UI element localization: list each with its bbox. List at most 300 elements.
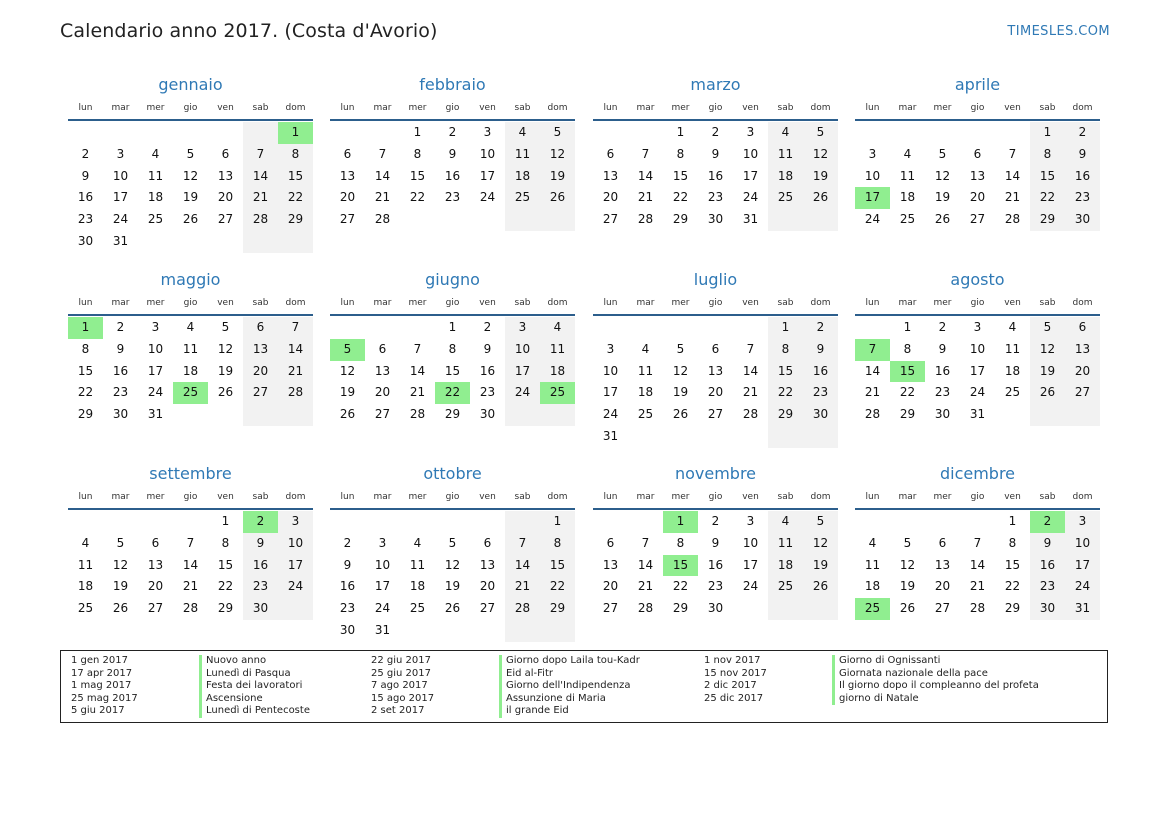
day-cell: 2 — [81, 146, 90, 161]
day-cell: 21 — [637, 190, 654, 205]
day-cell: 8 — [676, 535, 685, 550]
day-cell: 13 — [1065, 339, 1100, 361]
day-cell: 2 — [711, 125, 720, 139]
day-cell: 15 — [1004, 557, 1021, 572]
day-cell: 22 — [278, 187, 313, 209]
day-cell: 15 — [1030, 166, 1065, 188]
weekday-label: dom — [547, 103, 568, 113]
legend-names-col-1 — [199, 655, 310, 718]
day-cell: 12 — [182, 168, 199, 183]
day-cell: 10 — [278, 533, 313, 555]
day-cell: 4 — [1008, 320, 1017, 334]
weekend-blank — [243, 122, 278, 144]
day-cell: 11 — [768, 144, 803, 166]
day-cell: 19 — [540, 166, 575, 188]
weekday-label: mer — [671, 298, 690, 308]
day-cell: 10 — [742, 535, 759, 550]
day-cell: 22 — [1004, 579, 1021, 594]
day-cell: 14 — [505, 555, 540, 577]
day-cell: 14 — [742, 363, 759, 378]
day-cell: 9 — [803, 339, 838, 361]
weekday-label: mar — [898, 492, 917, 502]
day-cell: 19 — [339, 385, 356, 400]
day-cell: 17 — [479, 168, 496, 183]
day-cell: 9 — [243, 533, 278, 555]
legend-holiday-name: Assunzione di Maria — [506, 692, 606, 704]
day-cell: 4 — [505, 122, 540, 144]
day-cell: 6 — [606, 146, 615, 161]
day-cell: 21 — [1004, 190, 1021, 205]
day-cell: 8 — [676, 146, 685, 161]
weekday-label: mar — [636, 492, 655, 502]
day-cell: 21 — [243, 187, 278, 209]
day-cell: 6 — [711, 341, 720, 356]
day-cell: 6 — [938, 535, 947, 550]
day-cell: 28 — [243, 209, 278, 231]
day-cell: 26 — [803, 576, 838, 598]
day-cell: 23 — [1065, 187, 1100, 209]
day-cell: 15 — [672, 168, 689, 183]
day-cell: 28 — [409, 407, 426, 422]
day-cell: 7 — [278, 317, 313, 339]
weekday-label: mer — [671, 492, 690, 502]
month-name: ottobre — [423, 464, 482, 483]
day-cell: 16 — [479, 363, 496, 378]
day-cell: 12 — [934, 168, 951, 183]
day-cell: 22 — [672, 579, 689, 594]
day-cell: 16 — [444, 168, 461, 183]
day-cell: 18 — [147, 190, 164, 205]
legend-date: 1 gen 2017 — [71, 655, 129, 666]
weekday-header — [855, 492, 1100, 504]
holiday-day-cell: 2 — [243, 511, 278, 533]
day-cell: 26 — [672, 407, 689, 422]
day-cell: 17 — [742, 168, 759, 183]
day-cell: 19 — [182, 190, 199, 205]
day-cell: 30 — [77, 234, 94, 248]
day-cell: 30 — [1065, 209, 1100, 231]
day-cell: 11 — [147, 168, 164, 183]
day-cell: 13 — [479, 557, 496, 572]
day-cell: 21 — [969, 579, 986, 594]
day-cell: 7 — [973, 535, 982, 550]
day-cell: 3 — [1065, 511, 1100, 533]
weekday-label: sab — [514, 492, 531, 502]
day-cell: 18 — [768, 555, 803, 577]
day-cell: 12 — [112, 557, 129, 572]
day-cell: 23 — [707, 190, 724, 205]
day-cell: 11 — [182, 341, 199, 356]
day-cell: 13 — [243, 339, 278, 361]
day-cell: 27 — [243, 382, 278, 404]
day-cell: 21 — [742, 385, 759, 400]
day-cell: 2 — [803, 317, 838, 339]
legend-holiday-name: Eid al-Fitr — [506, 667, 553, 679]
day-cell: 29 — [278, 209, 313, 231]
weekday-label: dom — [1072, 103, 1093, 113]
day-cell: 15 — [77, 363, 94, 378]
day-cell: 8 — [278, 144, 313, 166]
weekday-header — [330, 298, 575, 310]
day-cell: 13 — [969, 168, 986, 183]
day-cell: 22 — [217, 579, 234, 594]
day-cell: 24 — [1065, 576, 1100, 598]
day-cell: 5 — [540, 122, 575, 144]
weekday-label: mer — [408, 492, 427, 502]
weekday-label: mar — [111, 492, 130, 502]
day-cell: 14 — [243, 166, 278, 188]
weekday-label: mer — [408, 298, 427, 308]
weekday-label: dom — [285, 298, 306, 308]
day-cell: 3 — [746, 514, 755, 528]
day-cell: 15 — [768, 361, 803, 383]
weekday-label: sab — [252, 298, 269, 308]
weekday-label: lun — [78, 298, 93, 308]
day-cell: 18 — [77, 579, 94, 594]
weekday-label: mar — [373, 103, 392, 113]
holiday-day-cell: 22 — [435, 382, 470, 404]
legend-dates-col-2 — [371, 655, 434, 718]
weekday-label: sab — [1039, 492, 1056, 502]
day-cell: 4 — [903, 146, 912, 161]
day-cell: 24 — [969, 385, 986, 400]
day-cell: 5 — [116, 535, 125, 550]
day-cell: 16 — [707, 168, 724, 183]
day-cell: 25 — [505, 187, 540, 209]
holiday-day-cell: 1 — [278, 122, 313, 144]
day-cell: 30 — [479, 407, 496, 422]
day-cell: 20 — [602, 190, 619, 205]
weekday-label: mer — [146, 492, 165, 502]
day-cell: 7 — [378, 146, 387, 161]
day-cell: 25 — [768, 187, 803, 209]
legend-date: 1 mag 2017 — [71, 680, 132, 692]
day-cell: 9 — [1030, 533, 1065, 555]
day-cell: 10 — [479, 146, 496, 161]
weekend-blank — [505, 620, 540, 642]
weekday-label: sab — [777, 298, 794, 308]
day-cell: 23 — [444, 190, 461, 205]
weekday-label: gio — [445, 492, 460, 502]
holiday-day-cell: 7 — [855, 339, 890, 361]
weekday-header — [593, 103, 838, 115]
day-cell: 14 — [1004, 168, 1021, 183]
legend-date: 2 dic 2017 — [704, 680, 757, 692]
day-cell: 29 — [77, 407, 94, 422]
day-cell: 30 — [803, 404, 838, 426]
day-cell: 14 — [409, 363, 426, 378]
month-name: settembre — [149, 464, 232, 483]
holiday-day-cell: 15 — [663, 555, 698, 577]
day-cell: 10 — [864, 168, 881, 183]
day-cell: 18 — [182, 363, 199, 378]
weekday-label: ven — [217, 298, 234, 308]
day-cell: 19 — [672, 385, 689, 400]
day-cell: 11 — [409, 557, 426, 572]
month-divider — [330, 508, 575, 510]
day-cell: 29 — [672, 601, 689, 616]
weekday-label: dom — [810, 103, 831, 113]
day-cell: 28 — [1004, 212, 1021, 227]
month-divider — [855, 508, 1100, 510]
weekday-label: dom — [285, 492, 306, 502]
weekend-blank — [803, 426, 838, 448]
day-cell: 28 — [637, 601, 654, 616]
weekday-label: sab — [252, 103, 269, 113]
weekend-blank — [278, 598, 313, 620]
weekday-label: ven — [479, 103, 496, 113]
weekday-label: dom — [1072, 298, 1093, 308]
day-cell: 29 — [768, 404, 803, 426]
day-cell: 12 — [217, 341, 234, 356]
day-cell: 4 — [81, 535, 90, 550]
day-cell: 22 — [77, 385, 94, 400]
weekday-label: mar — [373, 298, 392, 308]
day-cell: 15 — [217, 557, 234, 572]
day-cell: 20 — [969, 190, 986, 205]
holiday-day-cell: 25 — [540, 382, 575, 404]
day-cell: 17 — [969, 363, 986, 378]
day-cell: 6 — [378, 341, 387, 356]
day-cell: 11 — [899, 168, 916, 183]
day-cell: 13 — [147, 557, 164, 572]
day-cell: 30 — [339, 623, 356, 637]
day-cell: 24 — [742, 190, 759, 205]
day-cell: 16 — [112, 363, 129, 378]
day-cell: 17 — [602, 385, 619, 400]
day-cell: 11 — [540, 339, 575, 361]
day-cell: 3 — [378, 535, 387, 550]
day-cell: 24 — [374, 601, 391, 616]
day-cell: 18 — [637, 385, 654, 400]
day-cell: 5 — [938, 146, 947, 161]
day-cell: 6 — [243, 317, 278, 339]
legend-dates-col-1 — [71, 655, 138, 718]
weekend-blank — [243, 404, 278, 426]
day-cell: 25 — [409, 601, 426, 616]
day-cell: 3 — [606, 341, 615, 356]
day-cell: 28 — [637, 212, 654, 227]
day-cell: 9 — [711, 535, 720, 550]
weekday-label: lun — [603, 103, 618, 113]
month-name: febbraio — [419, 75, 486, 94]
month-divider — [855, 119, 1100, 121]
day-cell: 24 — [742, 579, 759, 594]
weekday-header — [68, 298, 313, 310]
weekend-blank — [1065, 404, 1100, 426]
day-cell: 26 — [934, 212, 951, 227]
weekday-label: mar — [636, 103, 655, 113]
legend-holiday-name: Giornata nazionale della pace — [839, 667, 988, 679]
day-cell: 19 — [934, 190, 951, 205]
weekday-label: dom — [810, 492, 831, 502]
day-cell: 16 — [707, 557, 724, 572]
month-divider — [68, 314, 313, 316]
weekend-blank — [540, 404, 575, 426]
day-cell: 16 — [243, 555, 278, 577]
legend-date: 22 giu 2017 — [371, 655, 431, 666]
day-cell: 22 — [768, 382, 803, 404]
holiday-day-cell: 25 — [173, 382, 208, 404]
weekday-label: sab — [514, 103, 531, 113]
day-cell: 12 — [444, 557, 461, 572]
day-cell: 19 — [803, 166, 838, 188]
day-cell: 4 — [413, 535, 422, 550]
day-cell: 11 — [768, 533, 803, 555]
day-cell: 26 — [899, 601, 916, 616]
day-cell: 21 — [182, 579, 199, 594]
legend-date: 15 ago 2017 — [371, 692, 435, 704]
day-cell: 29 — [1030, 209, 1065, 231]
day-cell: 9 — [81, 168, 90, 183]
weekday-label: lun — [340, 103, 355, 113]
day-cell: 13 — [602, 557, 619, 572]
day-cell: 12 — [1030, 339, 1065, 361]
day-cell: 13 — [217, 168, 234, 183]
day-cell: 4 — [540, 317, 575, 339]
weekday-label: mer — [933, 103, 952, 113]
weekday-label: dom — [547, 492, 568, 502]
day-cell: 5 — [903, 535, 912, 550]
day-cell: 12 — [803, 144, 838, 166]
weekday-label: gio — [970, 103, 985, 113]
weekday-label: mar — [111, 298, 130, 308]
day-cell: 23 — [1030, 576, 1065, 598]
day-cell: 13 — [339, 168, 356, 183]
day-cell: 15 — [540, 555, 575, 577]
day-cell: 7 — [413, 341, 422, 356]
day-cell: 6 — [973, 146, 982, 161]
weekday-label: lun — [865, 103, 880, 113]
day-cell: 29 — [540, 598, 575, 620]
day-cell: 29 — [899, 407, 916, 422]
day-cell: 12 — [672, 363, 689, 378]
day-cell: 3 — [483, 125, 492, 139]
day-cell: 27 — [602, 212, 619, 227]
weekday-label: lun — [603, 298, 618, 308]
day-cell: 20 — [479, 579, 496, 594]
weekday-label: ven — [479, 298, 496, 308]
day-cell: 19 — [444, 579, 461, 594]
day-cell: 24 — [112, 212, 129, 227]
legend-holiday-name: il grande Eid — [506, 705, 569, 717]
day-cell: 11 — [77, 557, 94, 572]
weekday-label: dom — [285, 103, 306, 113]
day-cell: 3 — [746, 125, 755, 139]
legend-date: 15 nov 2017 — [704, 667, 767, 679]
day-cell: 7 — [186, 535, 195, 550]
weekend-blank — [768, 209, 803, 231]
day-cell: 26 — [112, 601, 129, 616]
day-cell: 3 — [278, 511, 313, 533]
month-divider — [593, 314, 838, 316]
weekend-blank — [540, 620, 575, 642]
day-cell: 28 — [969, 601, 986, 616]
day-cell: 2 — [483, 320, 492, 334]
day-cell: 21 — [637, 579, 654, 594]
day-cell: 13 — [934, 557, 951, 572]
day-cell: 8 — [413, 146, 422, 161]
day-cell: 15 — [409, 168, 426, 183]
day-cell: 31 — [602, 429, 619, 443]
day-cell: 5 — [186, 146, 195, 161]
day-cell: 26 — [339, 407, 356, 422]
month-name: maggio — [160, 270, 221, 289]
month-divider — [330, 314, 575, 316]
month-name: dicembre — [939, 464, 1016, 483]
holiday-day-cell: 5 — [330, 339, 365, 361]
day-cell: 3 — [505, 317, 540, 339]
day-cell: 31 — [969, 407, 986, 422]
day-cell: 13 — [707, 363, 724, 378]
day-cell: 2 — [1065, 122, 1100, 144]
day-cell: 23 — [112, 385, 129, 400]
weekend-blank — [803, 598, 838, 620]
weekday-label: gio — [708, 492, 723, 502]
month-name: gennaio — [158, 75, 223, 94]
day-cell: 19 — [217, 363, 234, 378]
site-link[interactable]: TIMESLES.COM — [1007, 24, 1110, 39]
day-cell: 27 — [147, 601, 164, 616]
legend-holiday-name: Ascensione — [206, 692, 263, 704]
month-name: marzo — [690, 75, 741, 94]
day-cell: 25 — [768, 576, 803, 598]
day-cell: 20 — [374, 385, 391, 400]
day-cell: 9 — [1065, 144, 1100, 166]
weekday-label: sab — [514, 298, 531, 308]
legend-date: 25 dic 2017 — [704, 692, 764, 704]
weekday-label: ven — [217, 103, 234, 113]
day-cell: 18 — [409, 579, 426, 594]
day-cell: 17 — [112, 190, 129, 205]
weekday-label: ven — [1004, 298, 1021, 308]
weekday-label: gio — [183, 492, 198, 502]
weekend-blank — [243, 231, 278, 253]
day-cell: 24 — [505, 382, 540, 404]
weekday-label: ven — [479, 492, 496, 502]
weekend-blank — [505, 404, 540, 426]
weekday-label: sab — [1039, 103, 1056, 113]
day-cell: 1 — [221, 514, 230, 528]
day-cell: 27 — [217, 212, 234, 227]
month-divider — [593, 119, 838, 121]
day-cell: 17 — [374, 579, 391, 594]
day-cell: 1 — [413, 125, 422, 139]
weekday-label: mer — [671, 103, 690, 113]
month-divider — [593, 508, 838, 510]
day-cell: 26 — [540, 187, 575, 209]
day-cell: 14 — [969, 557, 986, 572]
day-cell: 1 — [676, 125, 685, 139]
weekday-label: lun — [865, 492, 880, 502]
day-cell: 24 — [864, 212, 881, 227]
day-cell: 23 — [707, 579, 724, 594]
day-cell: 20 — [243, 361, 278, 383]
weekday-label: lun — [865, 298, 880, 308]
day-cell: 10 — [147, 341, 164, 356]
day-cell: 10 — [112, 168, 129, 183]
day-cell: 29 — [672, 212, 689, 227]
day-cell: 26 — [803, 187, 838, 209]
day-cell: 7 — [641, 146, 650, 161]
day-cell: 6 — [151, 535, 160, 550]
day-cell: 26 — [217, 385, 234, 400]
day-cell: 17 — [1065, 555, 1100, 577]
legend-date: 25 mag 2017 — [71, 692, 138, 704]
day-cell: 31 — [1065, 598, 1100, 620]
day-cell: 23 — [479, 385, 496, 400]
weekday-label: sab — [1039, 298, 1056, 308]
